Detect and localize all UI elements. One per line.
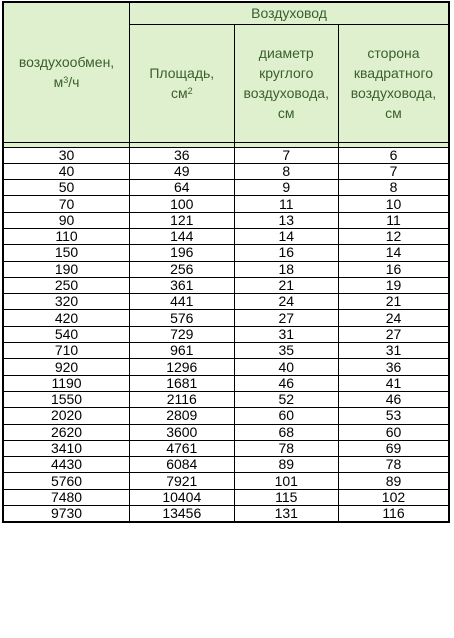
table-row — [3, 245, 449, 261]
table-row — [3, 326, 449, 342]
area-cell: 3600 — [130, 424, 234, 440]
area-cell: 64 — [130, 180, 234, 196]
diameter-cell: 68 — [234, 424, 338, 440]
area-cell: 100 — [130, 196, 234, 212]
airflow-cell: 920 — [3, 359, 130, 375]
diameter-cell: 131 — [234, 506, 338, 523]
side-cell: 14 — [338, 245, 449, 261]
table-row — [3, 294, 449, 310]
airflow-cell: 7480 — [3, 489, 130, 505]
side-cell: 69 — [338, 440, 449, 456]
table-row — [3, 310, 449, 326]
side-cell: 7 — [338, 163, 449, 179]
area-cell: 49 — [130, 163, 234, 179]
table-row — [3, 196, 449, 212]
side-cell: 53 — [338, 408, 449, 424]
side-cell: 27 — [338, 326, 449, 342]
area-cell: 36 — [130, 147, 234, 163]
diameter-cell: 18 — [234, 261, 338, 277]
table-row — [3, 180, 449, 196]
header-airflow-label: воздухообмен, — [18, 54, 115, 71]
diameter-cell: 115 — [234, 489, 338, 505]
header-side: сторона квадратного воздуховода, см — [338, 24, 449, 142]
side-cell: 102 — [338, 489, 449, 505]
side-cell: 12 — [338, 228, 449, 244]
area-cell: 1296 — [130, 359, 234, 375]
diameter-cell: 35 — [234, 343, 338, 359]
area-cell: 13456 — [130, 506, 234, 523]
table-row — [3, 408, 449, 424]
airflow-cell: 50 — [3, 180, 130, 196]
area-cell: 6084 — [130, 457, 234, 473]
diameter-cell: 101 — [234, 473, 338, 489]
area-cell: 729 — [130, 326, 234, 342]
side-cell: 36 — [338, 359, 449, 375]
area-cell: 576 — [130, 310, 234, 326]
header-diameter: диаметр круглого воздуховода, см — [234, 24, 338, 142]
airflow-cell: 420 — [3, 310, 130, 326]
side-cell: 89 — [338, 473, 449, 489]
area-cell: 2809 — [130, 408, 234, 424]
table-row — [3, 147, 449, 163]
airflow-cell: 1190 — [3, 375, 130, 391]
side-cell: 19 — [338, 277, 449, 293]
header-area — [130, 24, 234, 142]
diameter-cell: 46 — [234, 375, 338, 391]
area-cell: 196 — [130, 245, 234, 261]
header-airflow — [3, 2, 130, 142]
table-row — [3, 457, 449, 473]
diameter-cell: 9 — [234, 180, 338, 196]
airflow-cell: 110 — [3, 228, 130, 244]
side-cell: 16 — [338, 261, 449, 277]
area-cell: 441 — [130, 294, 234, 310]
airflow-cell: 4430 — [3, 457, 130, 473]
area-cell: 961 — [130, 343, 234, 359]
table-row — [3, 375, 449, 391]
header-area-label: Площадь, — [149, 65, 215, 81]
diameter-cell: 11 — [234, 196, 338, 212]
diameter-cell: 13 — [234, 212, 338, 228]
diameter-cell: 60 — [234, 408, 338, 424]
airflow-cell: 3410 — [3, 440, 130, 456]
area-cell: 4761 — [130, 440, 234, 456]
diameter-cell: 78 — [234, 440, 338, 456]
side-cell: 78 — [338, 457, 449, 473]
airflow-cell: 1550 — [3, 391, 130, 407]
airflow-cell: 30 — [3, 147, 130, 163]
airflow-cell: 2020 — [3, 408, 130, 424]
area-cell: 121 — [130, 212, 234, 228]
table-row — [3, 212, 449, 228]
airflow-cell: 90 — [3, 212, 130, 228]
side-cell: 10 — [338, 196, 449, 212]
side-cell: 31 — [338, 343, 449, 359]
side-cell: 11 — [338, 212, 449, 228]
area-cell: 7921 — [130, 473, 234, 489]
airflow-cell: 540 — [3, 326, 130, 342]
side-cell: 60 — [338, 424, 449, 440]
header-group-duct: Воздуховод — [130, 2, 449, 24]
airflow-cell: 710 — [3, 343, 130, 359]
airflow-cell: 190 — [3, 261, 130, 277]
table-row — [3, 163, 449, 179]
airflow-cell: 150 — [3, 245, 130, 261]
side-cell: 46 — [338, 391, 449, 407]
table-row — [3, 506, 449, 523]
diameter-cell: 8 — [234, 163, 338, 179]
table-row — [3, 424, 449, 440]
diameter-cell: 52 — [234, 391, 338, 407]
diameter-cell: 40 — [234, 359, 338, 375]
table-row — [3, 228, 449, 244]
area-cell: 1681 — [130, 375, 234, 391]
area-cell: 361 — [130, 277, 234, 293]
side-cell: 8 — [338, 180, 449, 196]
airflow-cell: 250 — [3, 277, 130, 293]
diameter-cell: 89 — [234, 457, 338, 473]
table-row — [3, 277, 449, 293]
table-body — [3, 147, 449, 522]
diameter-cell: 21 — [234, 277, 338, 293]
table-row — [3, 343, 449, 359]
side-cell: 41 — [338, 375, 449, 391]
diameter-cell: 14 — [234, 228, 338, 244]
diameter-cell: 16 — [234, 245, 338, 261]
airflow-cell: 9730 — [3, 506, 130, 523]
area-cell: 2116 — [130, 391, 234, 407]
diameter-cell: 27 — [234, 310, 338, 326]
diameter-cell: 7 — [234, 147, 338, 163]
header-area-unit: $см^2$ — [170, 85, 193, 101]
table-row — [3, 473, 449, 489]
airflow-cell: 5760 — [3, 473, 130, 489]
side-cell: 6 — [338, 147, 449, 163]
side-cell: 116 — [338, 506, 449, 523]
area-cell: 144 — [130, 228, 234, 244]
table-row — [3, 489, 449, 505]
airflow-cell: 320 — [3, 294, 130, 310]
airflow-cell: 70 — [3, 196, 130, 212]
ventilation-table — [2, 1, 450, 523]
diameter-cell: 24 — [234, 294, 338, 310]
table-row — [3, 359, 449, 375]
side-cell: 21 — [338, 294, 449, 310]
airflow-cell: 40 — [3, 163, 130, 179]
table-row — [3, 391, 449, 407]
diameter-cell: 31 — [234, 326, 338, 342]
side-cell: 24 — [338, 310, 449, 326]
area-cell: 10404 — [130, 489, 234, 505]
airflow-cell: 2620 — [3, 424, 130, 440]
header-airflow-unit: $м^3/ч$ — [53, 74, 80, 91]
table-row — [3, 261, 449, 277]
area-cell: 256 — [130, 261, 234, 277]
table-row — [3, 440, 449, 456]
table-header — [3, 2, 449, 147]
